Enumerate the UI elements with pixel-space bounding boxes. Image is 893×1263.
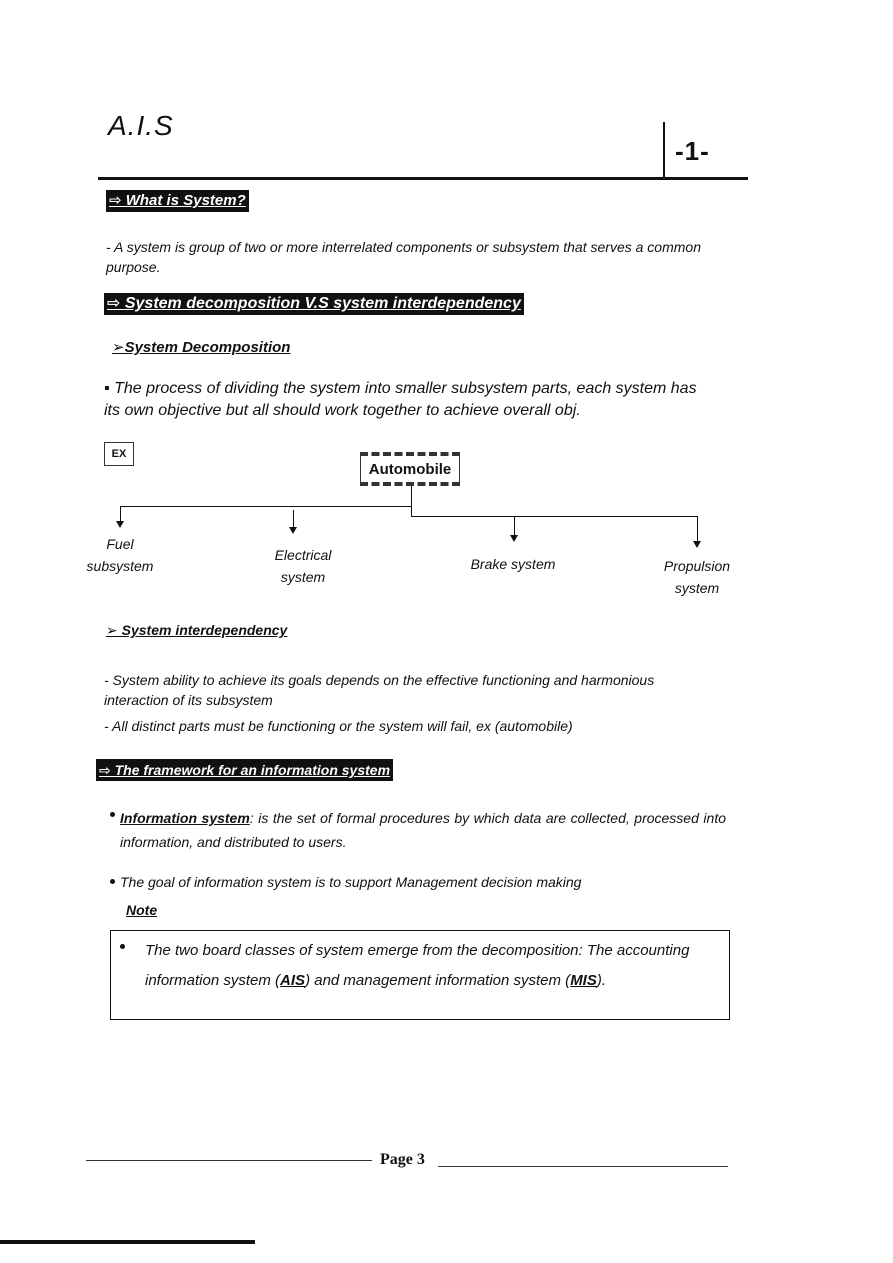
node-propulsion-system: Propulsion system bbox=[663, 558, 731, 596]
interdependency-text-2: - All distinct parts must be functioning or the system will fail, ex (automobile) bbox=[104, 718, 573, 734]
decomposition-text: ▪ The process of dividing the system into smaller subsystem parts, each system has its own objective but all should work together to achieve overall obj. bbox=[104, 380, 697, 419]
example-icon: EX bbox=[104, 442, 134, 466]
info-system-rest: : is the set of formal procedures by which data are collected, processed into information, and distributed to users. bbox=[120, 810, 727, 850]
note-text-post: ). bbox=[596, 972, 607, 989]
interdependency-text-1: - System ability to achieve its goals depends on the effective functioning and harmonious interaction of its subsystem bbox=[104, 672, 655, 708]
banner-what-is-system: ⇨ What is System? bbox=[106, 190, 249, 212]
bullet-icon bbox=[110, 812, 115, 817]
connector-electrical bbox=[293, 510, 294, 528]
info-system-goal: The goal of information system is to support Management decision making bbox=[120, 874, 582, 890]
system-definition: - A system is group of two or more interrelated components or subsystem that serves a common purpose. bbox=[106, 239, 701, 275]
note-text-pre: The two board classes of system emerge from the decomposition: The accounting information system ( bbox=[145, 942, 690, 989]
scan-edge-bar bbox=[0, 1240, 255, 1244]
info-system-definition bbox=[120, 806, 726, 854]
bullet-icon bbox=[110, 879, 115, 884]
heading-system-decomposition: ➢System Decomposition bbox=[112, 339, 291, 356]
header-rule bbox=[98, 177, 748, 180]
page-marker: -1- bbox=[675, 136, 710, 166]
node-brake-system: Brake system bbox=[470, 556, 556, 572]
diagram-branch-right bbox=[411, 516, 697, 517]
page-number: Page 3 bbox=[380, 1151, 425, 1168]
footer-rule-left bbox=[86, 1160, 372, 1161]
note-text-mid: ) and management information system ( bbox=[305, 972, 571, 989]
note-text bbox=[145, 936, 721, 996]
diagram-branch-left bbox=[120, 506, 411, 507]
banner-framework: ⇨ The framework for an information system bbox=[96, 759, 393, 781]
arrow-down-icon bbox=[289, 527, 297, 534]
diagram-stem bbox=[411, 486, 412, 516]
arrow-down-icon bbox=[510, 535, 518, 542]
connector-propulsion bbox=[697, 516, 698, 542]
arrow-down-icon bbox=[116, 521, 124, 528]
connector-brake bbox=[514, 516, 515, 536]
footer-rule-right bbox=[438, 1166, 728, 1167]
connector-fuel bbox=[120, 506, 121, 522]
note-mis: MIS bbox=[570, 972, 597, 989]
bullet-icon bbox=[120, 944, 125, 949]
header-divider bbox=[663, 122, 665, 178]
heading-system-interdependency: ➢ System interdependency bbox=[106, 622, 288, 638]
note-ais: AIS bbox=[280, 972, 306, 989]
node-fuel-subsystem: Fuel subsystem bbox=[86, 536, 154, 574]
document-title: A.I.S bbox=[108, 110, 174, 141]
arrow-down-icon bbox=[693, 541, 701, 548]
info-system-term: Information system bbox=[120, 810, 250, 826]
banner-decomposition: ⇨ System decomposition V.S system interdependency bbox=[104, 293, 524, 315]
node-electrical-system: Electrical system bbox=[274, 547, 332, 585]
diagram-root-automobile: Automobile bbox=[360, 452, 460, 486]
note-label: Note bbox=[126, 902, 158, 918]
